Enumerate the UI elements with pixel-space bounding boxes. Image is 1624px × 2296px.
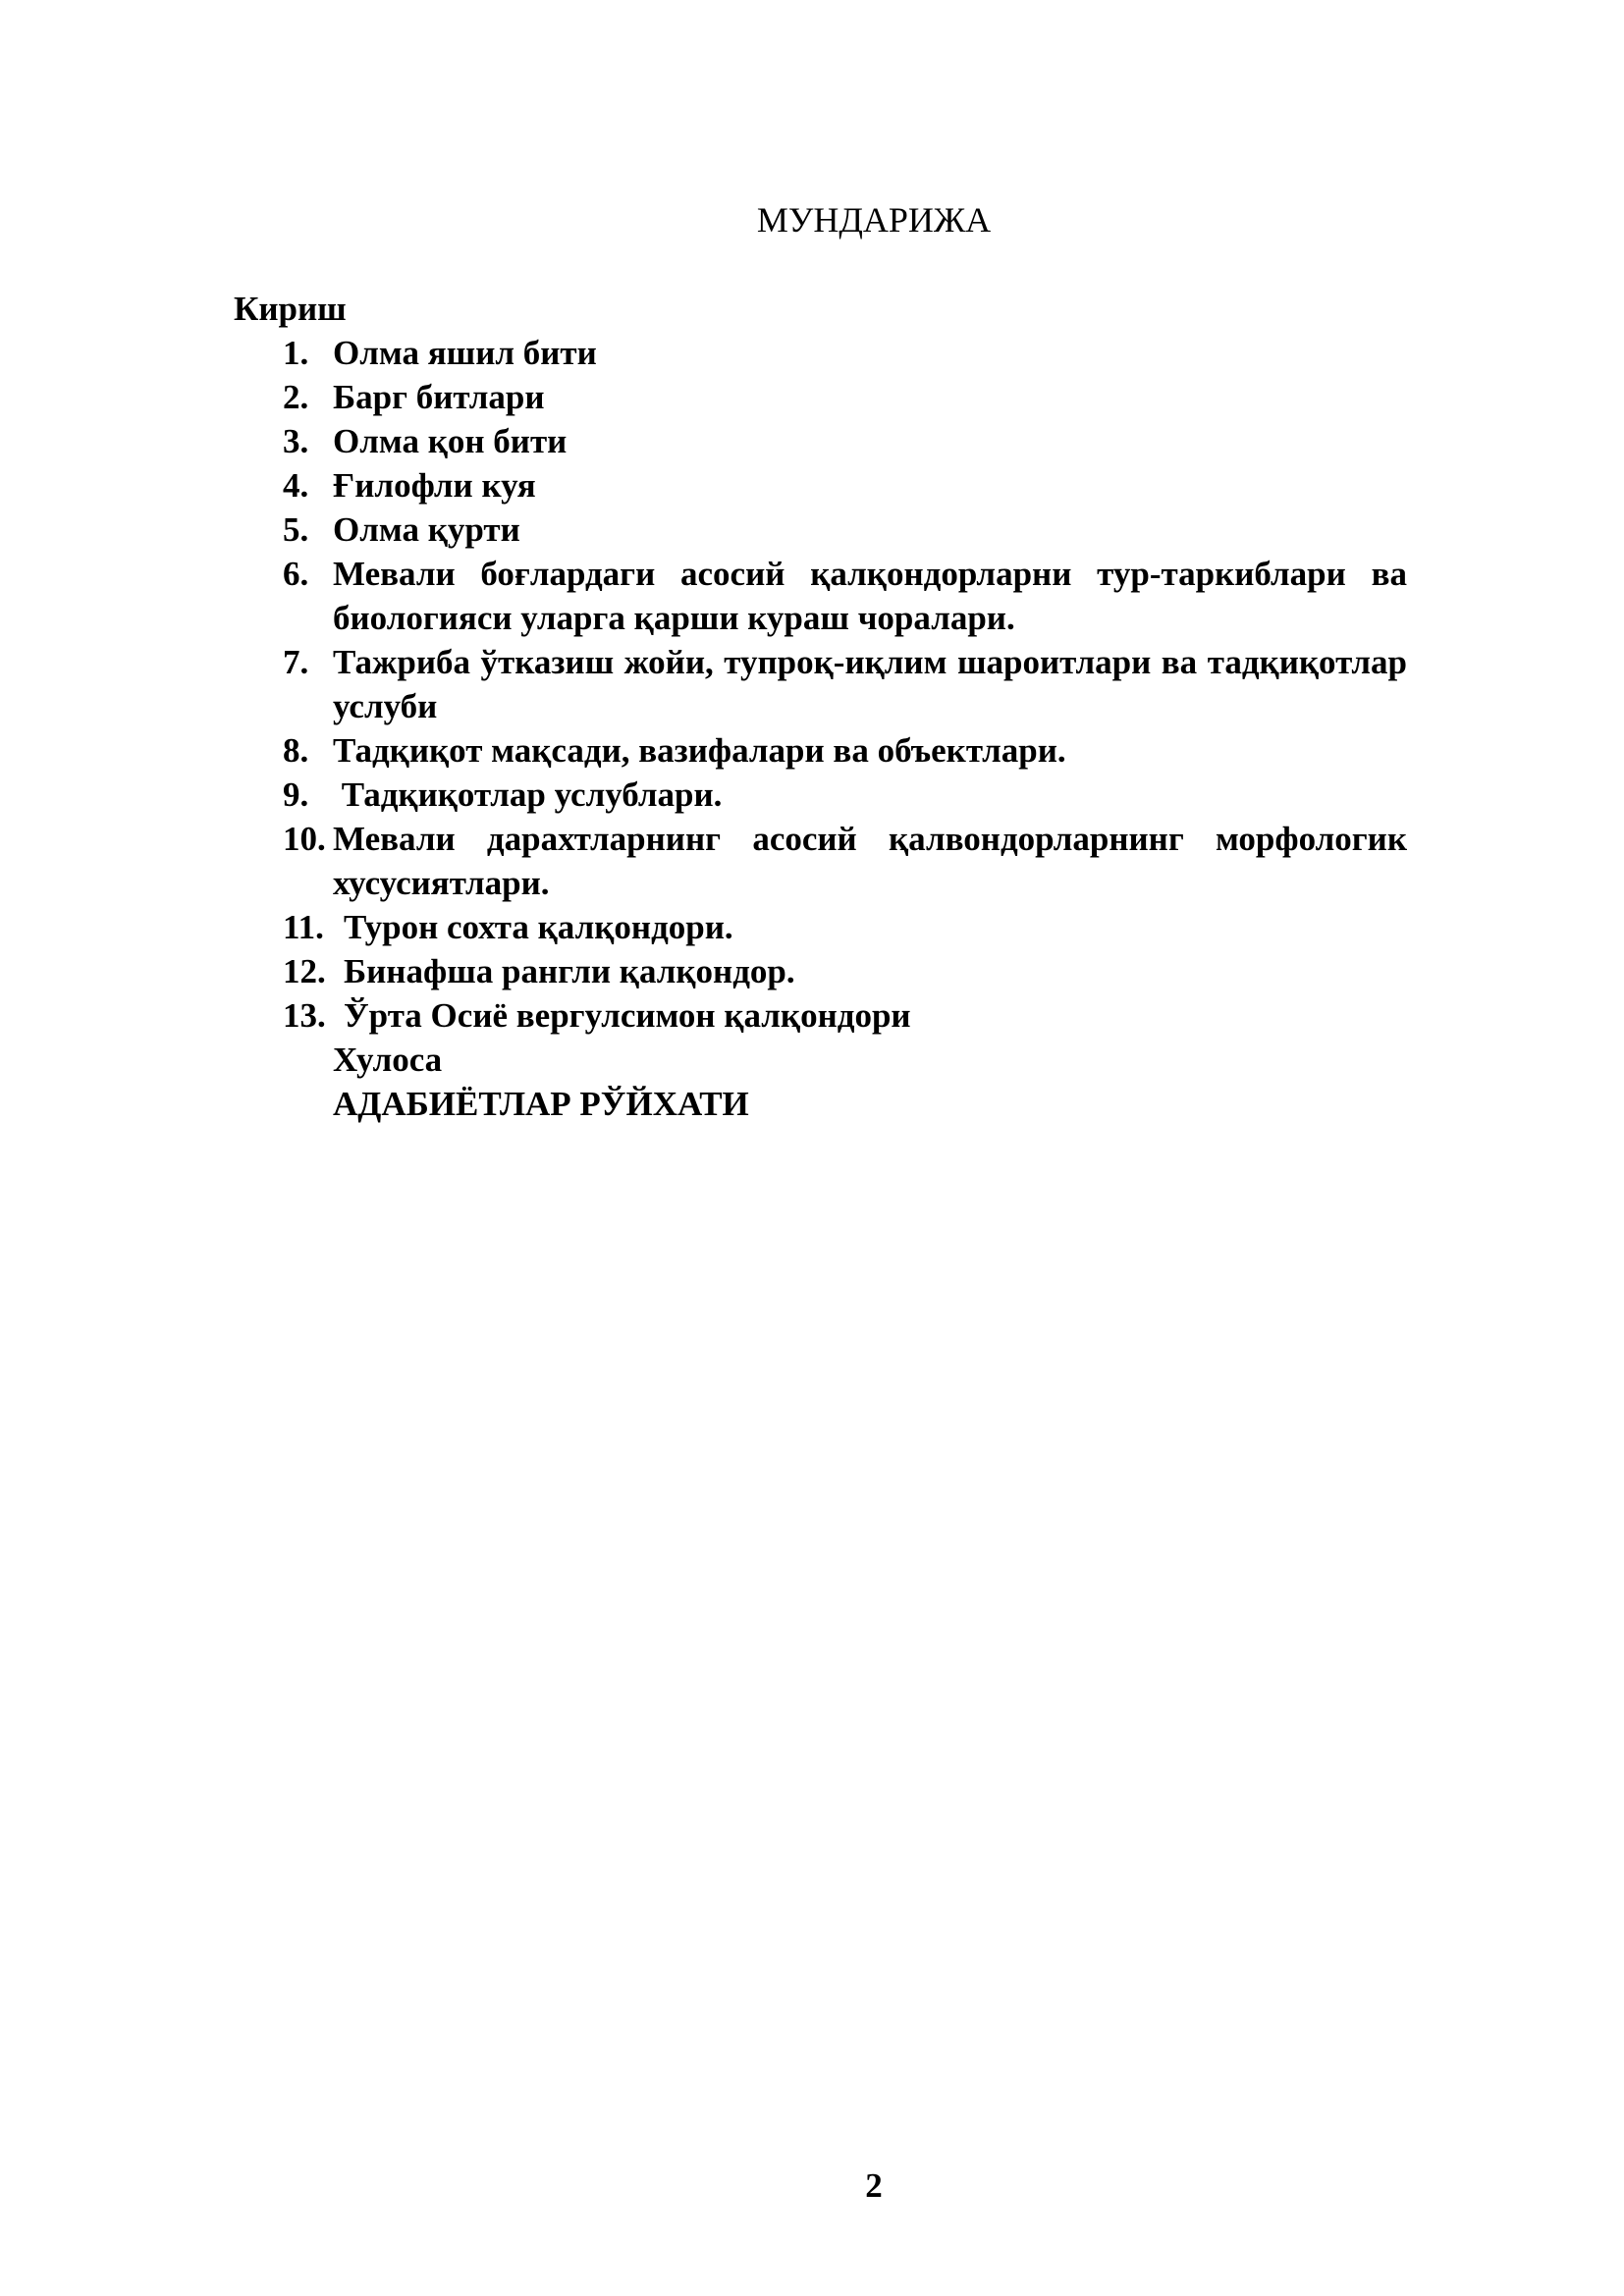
toc-item-9 xyxy=(234,773,1407,817)
toc-item-text: Мевали дарахтларнинг асосий қалвондорларнинг морфологик хусусиятлари. xyxy=(333,820,1407,902)
toc-item-number: 7. xyxy=(283,643,309,681)
toc-item-text: Ўрта Осиё вергулсимон қалқондори xyxy=(344,996,911,1035)
toc-item-13 xyxy=(234,993,1407,1038)
toc-item-10 xyxy=(234,817,1407,905)
toc-item-text: Тажриба ўтказиш жойи, тупроқ-иқлим шароитлари ва тадқиқотлар услуби xyxy=(333,643,1407,725)
toc-intro: Кириш xyxy=(234,290,347,328)
toc-item-5 xyxy=(234,507,1407,552)
toc-item-2 xyxy=(234,375,1407,419)
toc-item-number: 8. xyxy=(283,731,309,770)
toc-item-number: 11. xyxy=(283,908,324,946)
toc-item-1 xyxy=(234,331,1407,375)
toc-item-text: Турон сохта қалқондори. xyxy=(344,908,733,946)
toc-item-4 xyxy=(234,463,1407,507)
page-title: МУНДАРИЖА xyxy=(756,200,992,240)
toc-list xyxy=(234,331,1407,1038)
toc-item-number: 2. xyxy=(283,378,309,416)
toc-item-number: 6. xyxy=(283,555,309,593)
toc-item-text: Ғилофли куя xyxy=(333,466,536,505)
toc-references: АДАБИЁТЛАР РЎЙХАТИ xyxy=(333,1085,749,1123)
toc-item-number: 5. xyxy=(283,510,309,549)
toc-conclusion: Хулоса xyxy=(333,1041,443,1079)
toc-item-number: 3. xyxy=(283,422,309,460)
table-of-contents xyxy=(234,287,1407,1126)
toc-item-7 xyxy=(234,640,1407,728)
toc-item-number: 9. xyxy=(283,775,309,814)
toc-item-3 xyxy=(234,419,1407,463)
toc-item-text: Олма қон бити xyxy=(333,422,568,460)
toc-item-text: Барг битлари xyxy=(333,378,545,416)
page-number: 2 xyxy=(865,2166,883,2205)
toc-item-text: Мевали боғлардаги асосий қалқондорларни тур-таркиблари ва биологияси уларга қарши кураш чоралари. xyxy=(333,555,1407,637)
toc-item-12 xyxy=(234,949,1407,993)
toc-item-number: 13. xyxy=(283,996,326,1035)
toc-item-11 xyxy=(234,905,1407,949)
toc-item-number: 10. xyxy=(283,820,326,858)
toc-item-8 xyxy=(234,728,1407,773)
toc-item-number: 4. xyxy=(283,466,309,505)
toc-item-text: Тадқиқотлар услублари. xyxy=(333,775,723,814)
toc-item-number: 1. xyxy=(283,334,309,372)
toc-item-number: 12. xyxy=(283,952,326,990)
toc-item-text: Олма яшил бити xyxy=(333,334,597,372)
toc-item-text: Бинафша рангли қалқондор. xyxy=(344,952,795,990)
toc-item-text: Олма қурти xyxy=(333,510,520,549)
toc-item-6 xyxy=(234,552,1407,640)
toc-item-text: Тадқиқот мақсади, вазифалари ва объектлари. xyxy=(333,731,1066,770)
